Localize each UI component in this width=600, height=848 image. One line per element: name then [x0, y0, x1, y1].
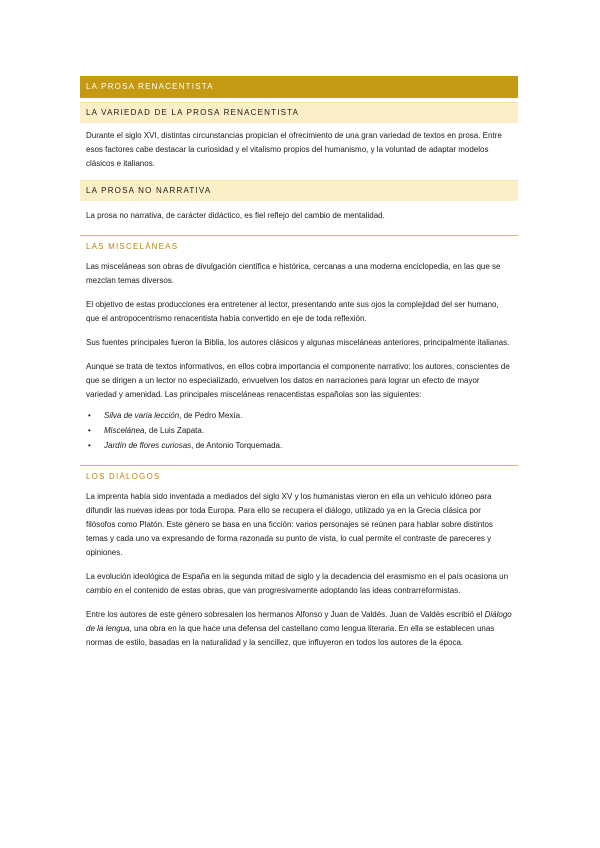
work-author: , de Pedro Mexía. [179, 411, 243, 420]
list-item [86, 408, 512, 423]
paragraph-miscelaneas-3: Sus fuentes principales fueron la Biblia, los autores clásicos y algunas misceláneas anteriores, principalmente italianas. [86, 338, 510, 347]
section-heading-no-narrativa: LA PROSA NO NARRATIVA [80, 180, 518, 201]
bullet-icon: • [88, 441, 91, 450]
paragraph-dialogos-1: La imprenta había sido inventada a mediados del siglo XV y los humanistas vieron en ella un vehículo idóneo para difundir las nuevas ideas por toda Europa. Para ello se recupera el diálogo, utilizado ya en la Grecia clásica por filósofos como Platón. Este género se basa en una ficción: varios personajes se reúnen para hablar sobre distintos temas y cada uno va expresando de forma razonada su punto de vista, lo cual permite el contraste de pareceres y opiniones. [86, 492, 493, 557]
work-author: , de Antonio Torquemada. [191, 441, 283, 450]
section-heading-miscelaneas: LAS MISCELÁNEAS [80, 235, 518, 253]
paragraph-miscelaneas-2: El objetivo de estas producciones era entretener al lector, presentando ante sus ojos la complejidad del ser humano, que el antropocentrismo renacentista había convertido en eje de toda reflexión. [86, 300, 499, 323]
paragraph-variedad: Durante el siglo XVI, distintas circunstancias propician el ofrecimiento de una gran variedad de textos en prosa. Entre esos factores cabe destacar la curiosidad y el vitalismo propios del humanismo, y la voluntad de adaptar modelos clásicos e italianos. [86, 131, 502, 168]
list-item [86, 438, 512, 453]
work-title: Miscelánea [104, 426, 145, 435]
work-author: , de Luis Zapata. [144, 426, 205, 435]
document-content [80, 76, 518, 650]
work-title: Diálogo de la lengua [86, 610, 512, 633]
bullet-icon: • [88, 411, 91, 420]
paragraph-no-narrativa: La prosa no narrativa, de carácter didáctico, es fiel reflejo del cambio de mentalidad. [86, 211, 385, 220]
paragraph-miscelaneas-1: Las misceláneas son obras de divulgación científica e histórica, cercanas a una moderna enciclopedia, en las que se mezclan temas diversos. [86, 262, 501, 285]
list-item [86, 423, 512, 438]
miscelaneas-list [80, 408, 518, 453]
section-heading-dialogos: LOS DIÁLOGOS [80, 465, 518, 483]
paragraph-dialogos-2: La evolución ideológica de España en la segunda mitad de siglo y la decadencia del erasmismo en el país ocasiona un cambio en el contenido de estas obras, que van progresivamente adoptando las ideas contrarreformistas. [86, 572, 509, 595]
document-title: LA PROSA RENACENTISTA [80, 76, 518, 98]
section-heading-variedad: LA VARIEDAD DE LA PROSA RENACENTISTA [80, 102, 518, 123]
paragraph-dialogos-3-end: , una obra en la que hace una defensa del castellano como lengua literaria. En ella se establecen unas normas de estilo, basadas en la naturalidad y la sencillez, que influyeron en todos los autores de la época. [86, 624, 495, 647]
paragraph-dialogos-3 [80, 608, 518, 650]
work-title: Jardín de flores curiosas [104, 441, 192, 450]
work-title: Silva de varia lección [104, 411, 180, 420]
bullet-icon: • [88, 426, 91, 435]
paragraph-miscelaneas-4: Aunque se trata de textos informativos, en ellos cobra importancia el componente narrativo: los autores, conscientes de que se dirigen a un lector no especializado, envuelven los datos en narraciones para lograr un efecto de mayor variedad y amenidad. Las principales misceláneas renacentistas españolas son las siguientes: [86, 362, 510, 399]
paragraph-dialogos-3-start: Entre los autores de este género sobresalen los hermanos Alfonso y Juan de Valdés. Juan de Valdés escribió el [86, 610, 485, 619]
